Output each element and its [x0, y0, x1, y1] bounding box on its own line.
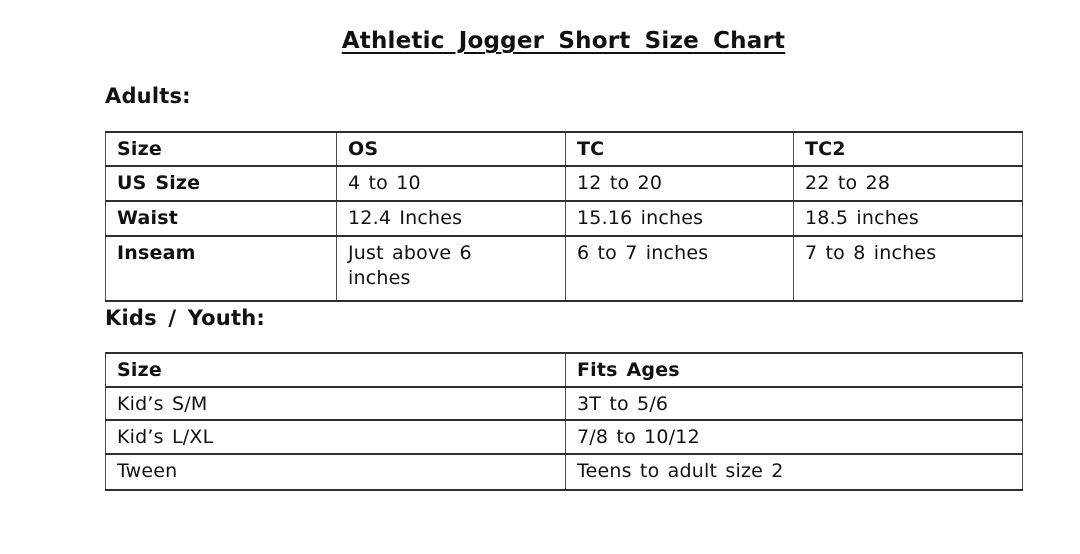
- adults-section-heading: Adults:: [105, 84, 191, 108]
- adults-header-tc: TC: [566, 132, 794, 166]
- kids-row-sm: [106, 387, 1023, 421]
- row-label: US Size: [106, 166, 337, 201]
- adults-header-tc2: TC2: [794, 132, 1023, 166]
- kids-section-heading: Kids / Youth:: [105, 306, 265, 330]
- adults-row-us-size: [106, 166, 1023, 201]
- adults-row-waist: [106, 201, 1023, 236]
- kids-header-row: [106, 353, 1023, 387]
- row-label: Tween: [106, 454, 566, 490]
- adults-header-size: Size: [106, 132, 337, 166]
- row-label: Waist: [106, 201, 337, 236]
- kids-header-size: Size: [106, 353, 566, 387]
- kids-size-table: [105, 352, 1023, 491]
- adults-header-row: [106, 132, 1023, 166]
- cell-os-value: 4 to 10: [337, 166, 566, 201]
- cell-tc-value: 12 to 20: [566, 166, 794, 201]
- cell-os-value: 12.4 Inches: [337, 201, 566, 236]
- adults-header-os: OS: [337, 132, 566, 166]
- cell-tc2-value: 22 to 28: [794, 166, 1023, 201]
- row-label: Inseam: [106, 236, 337, 301]
- cell-tc2-value: 7 to 8 inches: [794, 236, 1023, 301]
- adults-row-inseam: [106, 236, 1023, 301]
- cell-tc-value: 15.16 inches: [566, 201, 794, 236]
- cell-os-value: [337, 236, 566, 301]
- cell-tc2-value: 18.5 inches: [794, 201, 1023, 236]
- cell-tc-value: 6 to 7 inches: [566, 236, 794, 301]
- cell-ages-value: 3T to 5/6: [566, 387, 1023, 421]
- adults-size-table: [105, 131, 1023, 302]
- page-title: Athletic Jogger Short Size Chart: [341, 28, 786, 54]
- cell-ages-value: 7/8 to 10/12: [566, 420, 1023, 454]
- kids-header-fits-ages: Fits Ages: [566, 353, 1023, 387]
- row-label: Kid’s L/XL: [106, 420, 566, 454]
- kids-row-tween: [106, 454, 1023, 490]
- kids-row-lxl: [106, 420, 1023, 454]
- title-row: [105, 28, 1022, 54]
- row-label: Kid’s S/M: [106, 387, 566, 421]
- cell-ages-value: Teens to adult size 2: [566, 454, 1023, 490]
- cell-text: Just above 6 inches: [348, 241, 472, 290]
